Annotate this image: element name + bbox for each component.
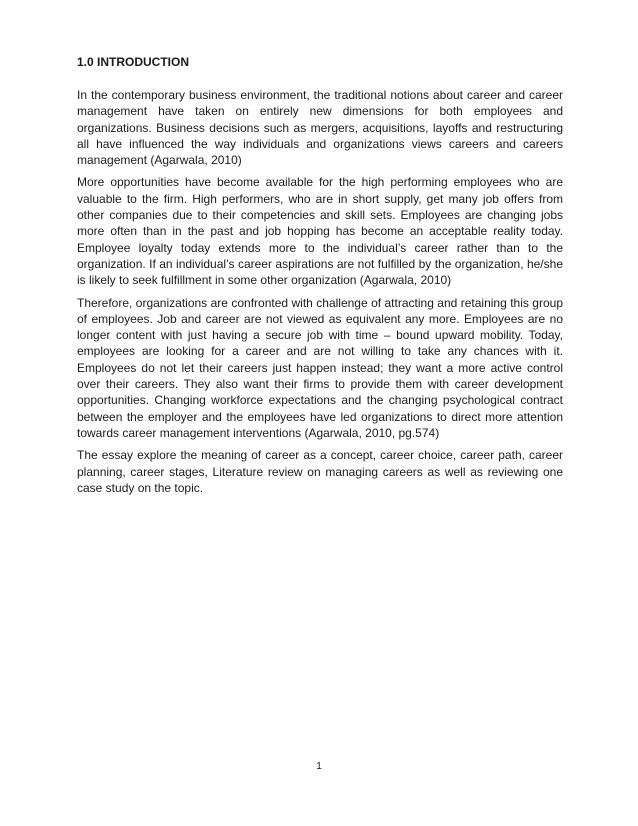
section-heading: 1.0 INTRODUCTION <box>77 55 190 69</box>
paragraph-1: In the contemporary business environment, the traditional notions about career and career management have taken on entirely new dimensions for both employees and organizations. Business decisions such as mergers, acquisitions, layoffs and restructuring all have influenced the way individuals and organizations views careers and careers management (Agarwala, 2010) <box>77 88 563 168</box>
paragraph-3: Therefore, organizations are confronted with challenge of attracting and retaining this group of employees. Job and career are not viewed as equivalent any more. Employees are no longer content with just having a secure job with time – bound upward mobility. Today, employees are looking for a career and are not willing to take any chances with it. Employees do not let their careers just happen instead; they want a more active control over their careers. They also want their firms to provide them with career development opportunities. Changing workforce expectations and the changing psychological contract between the employer and the employees have led organizations to direct more attention towards career management interventions (Agarwala, 2010, pg.574) <box>77 295 563 440</box>
paragraph-4: The essay explore the meaning of career as a concept, career choice, career path, career planning, career stages, Literature review on managing careers as well as reviewing one case study on the topic. <box>77 448 563 495</box>
paragraph-2: More opportunities have become available for the high performing employees who are valuable to the firm. High performers, who are in short supply, get many job offers from other companies due to their competencies and skill sets. Employees are changing jobs more often than in the past and job hopping has become an acceptable reality today. Employee loyalty today extends more to the individual’s career rather than to the organization. If an individual’s career aspirations are not fulfilled by the organization, he/she is likely to seek fulfillment in some other organization (Agarwala, 2010) <box>77 175 563 288</box>
document-body <box>77 55 563 502</box>
page-number: 1 <box>316 761 322 772</box>
